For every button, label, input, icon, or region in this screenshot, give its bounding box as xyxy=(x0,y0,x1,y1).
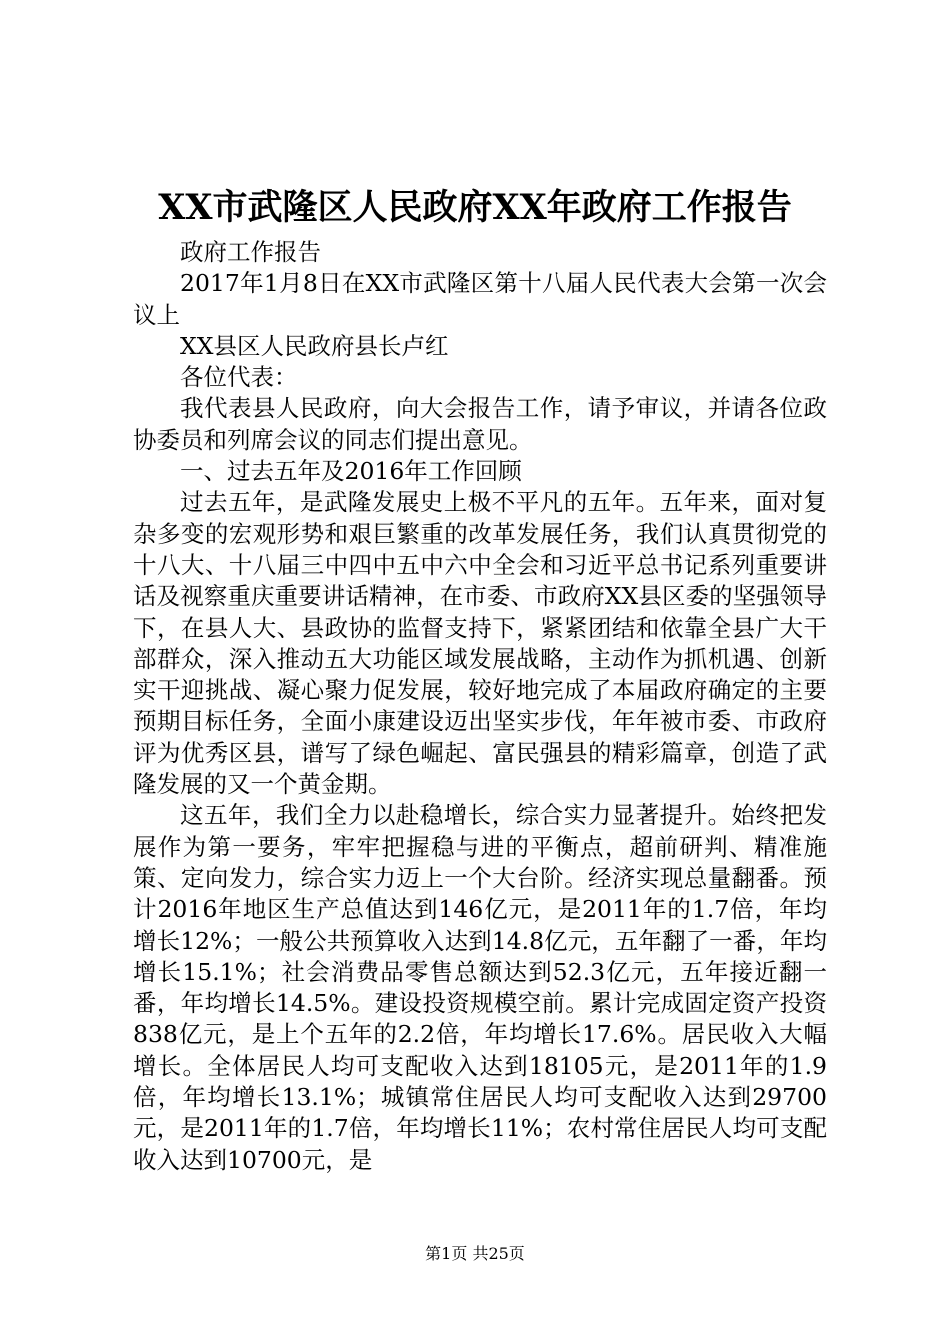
paragraph-speaker: XX县区人民政府县长卢红 xyxy=(180,331,449,360)
paragraph-salutation: 各位代表： xyxy=(180,363,298,392)
paragraph-growth: 这五年，我们全力以赴稳增长，综合实力显著提升。始终把发展作为第一要务，牢牢把握稳与进的平衡点，超前研判、精准施策、定向发力，综合实力迈上一个大台阶。经济实现总量翻番。预计2016年地区生产总值达到146亿元，是2011年的1.7倍，年均增长12%；一般公共预算收入达到14.8亿元，五年翻了一番，年均增长15.1%；社会消费品零售总额达到52.3亿元，五年接近翻一番，年均增长14.5%。建设投资规模空前。累计完成固定资产投资838亿元，是上个五年的2.2倍，年均增长17.6%。居民收入大幅增长。全体居民人均可支配收入达到18105元，是2011年的1.9倍，年均增长13.1%；城镇常住居民人均可支配收入达到29700元，是2011年的1.7倍，年均增长11%；农村常住居民人均可支配收入达到10700元，是 xyxy=(133,801,827,1174)
paragraph-meeting-info: 2017年1月8日在XX市武隆区第十八届人民代表大会第一次会议上 xyxy=(133,269,827,329)
paragraph-intro: 我代表县人民政府，向大会报告工作，请予审议，并请各位政协委员和列席会议的同志们提出意见。 xyxy=(133,394,827,454)
paragraph-review: 过去五年，是武隆发展史上极不平凡的五年。五年来，面对复杂多变的宏观形势和艰巨繁重的改革发展任务，我们认真贯彻党的十八大、十八届三中四中五中六中全会和习近平总书记系列重要讲话及视察重庆重要讲话精神，在市委、市政府XX县区委的坚强领导下，在县人大、县政协的监督支持下，紧紧团结和依靠全县广大干部群众，深入推动五大功能区域发展战略，主动作为抓机遇、创新实干迎挑战、凝心聚力促发展，较好地完成了本届政府确定的主要预期目标任务，全面小康建设迈出坚实步伐，年年被市委、市政府评为优秀区县，谱写了绿色崛起、富民强县的精彩篇章，创造了武隆发展的又一个黄金期。 xyxy=(133,488,827,799)
paragraph-subtitle: 政府工作报告 xyxy=(180,238,321,266)
document-title: XX市武隆区人民政府XX年政府工作报告 xyxy=(158,187,792,228)
section-heading: 一、过去五年及2016年工作回顾 xyxy=(180,457,522,486)
page-footer: 第1页 共25页 xyxy=(425,1244,525,1263)
document-body xyxy=(133,237,827,1176)
